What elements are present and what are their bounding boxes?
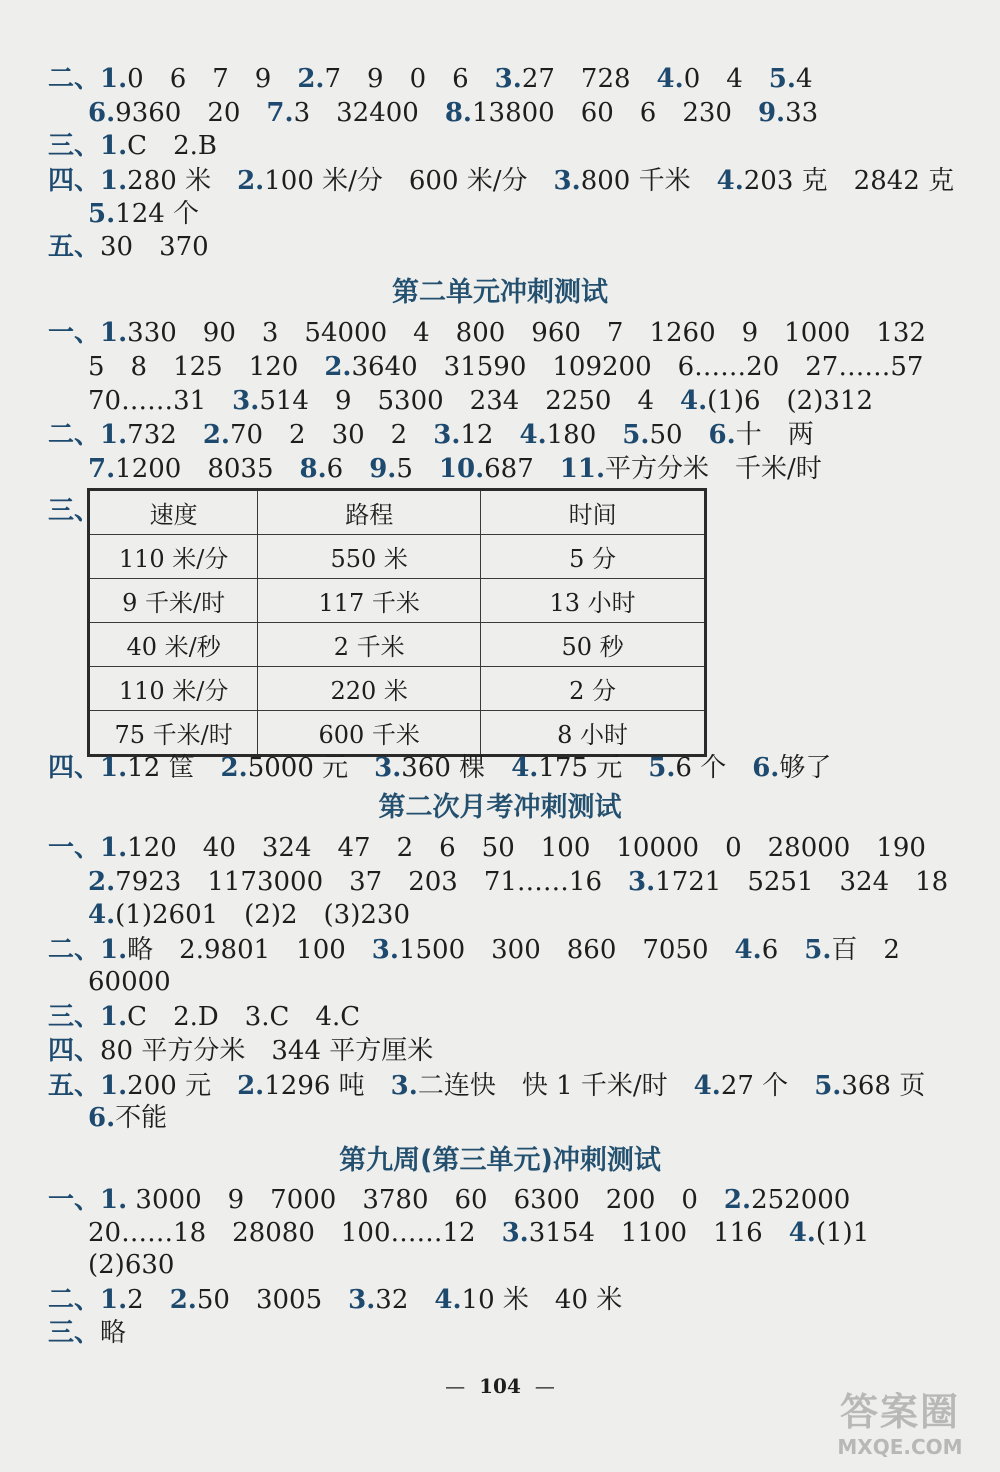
table-cell: 117 千米 xyxy=(258,579,481,623)
answer-line: 三、 xyxy=(48,496,101,526)
answer-line: 四、1.280 米 2.100 米/分 600 米/分 3.800 千米 4.203 克 2842 克 xyxy=(48,166,955,196)
table-cell: 50 秒 xyxy=(481,623,706,667)
site-watermark-logo: 答案圈 MXQE.COM xyxy=(837,1390,963,1459)
page-number: — 104 — xyxy=(445,1374,555,1398)
table-cell: 2 分 xyxy=(481,667,706,711)
speed-distance-time-table xyxy=(87,488,707,757)
column-header: 路程 xyxy=(258,490,481,535)
answer-line: 2.7923 1173000 37 203 71……16 3.1721 5251 324 18 xyxy=(88,867,949,897)
table-header-row xyxy=(89,490,706,535)
table-cell: 550 米 xyxy=(258,535,481,579)
answer-line: 60000 xyxy=(88,967,171,997)
answer-line: 5 8 125 120 2.3640 31590 109200 6……20 27……57 xyxy=(88,352,924,382)
answer-line: 6.9360 20 7.3 32400 8.13800 60 6 230 9.33 xyxy=(88,98,819,128)
table-cell: 75 千米/时 xyxy=(89,711,258,756)
table-cell: 40 米/秒 xyxy=(89,623,258,667)
table-row xyxy=(89,667,706,711)
answer-line: 二、1.732 2.70 2 30 2 3.12 4.180 5.50 6.十 两 xyxy=(48,420,814,450)
table-cell: 5 分 xyxy=(481,535,706,579)
column-header: 速度 xyxy=(89,490,258,535)
table-cell: 600 千米 xyxy=(258,711,481,756)
answer-line: 4.(1)2601 (2)2 (3)230 xyxy=(88,900,410,930)
answer-line: 20……18 28080 100……12 3.3154 1100 116 4.(1)1 xyxy=(88,1218,870,1248)
answer-line: 五、30 370 xyxy=(48,232,209,262)
table-row xyxy=(89,623,706,667)
table-cell: 8 小时 xyxy=(481,711,706,756)
table-cell: 9 千米/时 xyxy=(89,579,258,623)
answer-line: 二、1.0 6 7 9 2.7 9 0 6 3.27 728 4.0 4 5.4 xyxy=(48,64,813,94)
answer-line: 7.1200 8035 8.6 9.5 10.687 11.平方分米 千米/时 xyxy=(88,454,822,484)
column-header: 时间 xyxy=(481,490,706,535)
table-row xyxy=(89,579,706,623)
answer-line: 四、80 平方分米 344 平方厘米 xyxy=(48,1036,434,1066)
table-row xyxy=(89,711,706,756)
answer-line: 二、1.2 2.50 3005 3.32 4.10 米 40 米 xyxy=(48,1285,623,1315)
answer-line: 一、1.120 40 324 47 2 6 50 100 10000 0 28000 190 xyxy=(48,833,926,863)
answer-line: 三、略 xyxy=(48,1318,127,1348)
answer-line: 70……31 3.514 9 5300 234 2250 4 4.(1)6 (2)312 xyxy=(88,386,873,416)
answer-line: 6.不能 xyxy=(88,1103,168,1133)
answer-line: 5.124 个 xyxy=(88,199,200,229)
answer-line: 一、1.330 90 3 54000 4 800 960 7 1260 9 1000 132 xyxy=(48,318,926,348)
answer-line: 三、1.C 2.D 3.C 4.C xyxy=(48,1002,361,1032)
answer-line: 四、1.12 筐 2.5000 元 3.360 棵 4.175 元 5.6 个 6.够了 xyxy=(48,753,832,783)
answer-line: 二、1.略 2.9801 100 3.1500 300 860 7050 4.6 5.百 2 xyxy=(48,935,900,965)
table-cell: 220 米 xyxy=(258,667,481,711)
table-row xyxy=(89,535,706,579)
section-heading: 第二单元冲刺测试 xyxy=(392,277,608,308)
table-cell: 110 米/分 xyxy=(89,667,258,711)
table-cell: 2 千米 xyxy=(258,623,481,667)
answer-line: (2)630 xyxy=(88,1250,175,1280)
answer-line: 三、1.C 2.B xyxy=(48,131,217,161)
table-cell: 13 小时 xyxy=(481,579,706,623)
section-heading: 第九周(第三单元)冲刺测试 xyxy=(339,1145,661,1176)
answer-line: 一、1. 3000 9 7000 3780 60 6300 200 0 2.252000 xyxy=(48,1185,851,1215)
section-heading: 第二次月考冲刺测试 xyxy=(378,792,622,823)
table-cell: 110 米/分 xyxy=(89,535,258,579)
answer-line: 五、1.200 元 2.1296 吨 3.二连快 快 1 千米/时 4.27 个 5.368 页 xyxy=(48,1071,926,1101)
